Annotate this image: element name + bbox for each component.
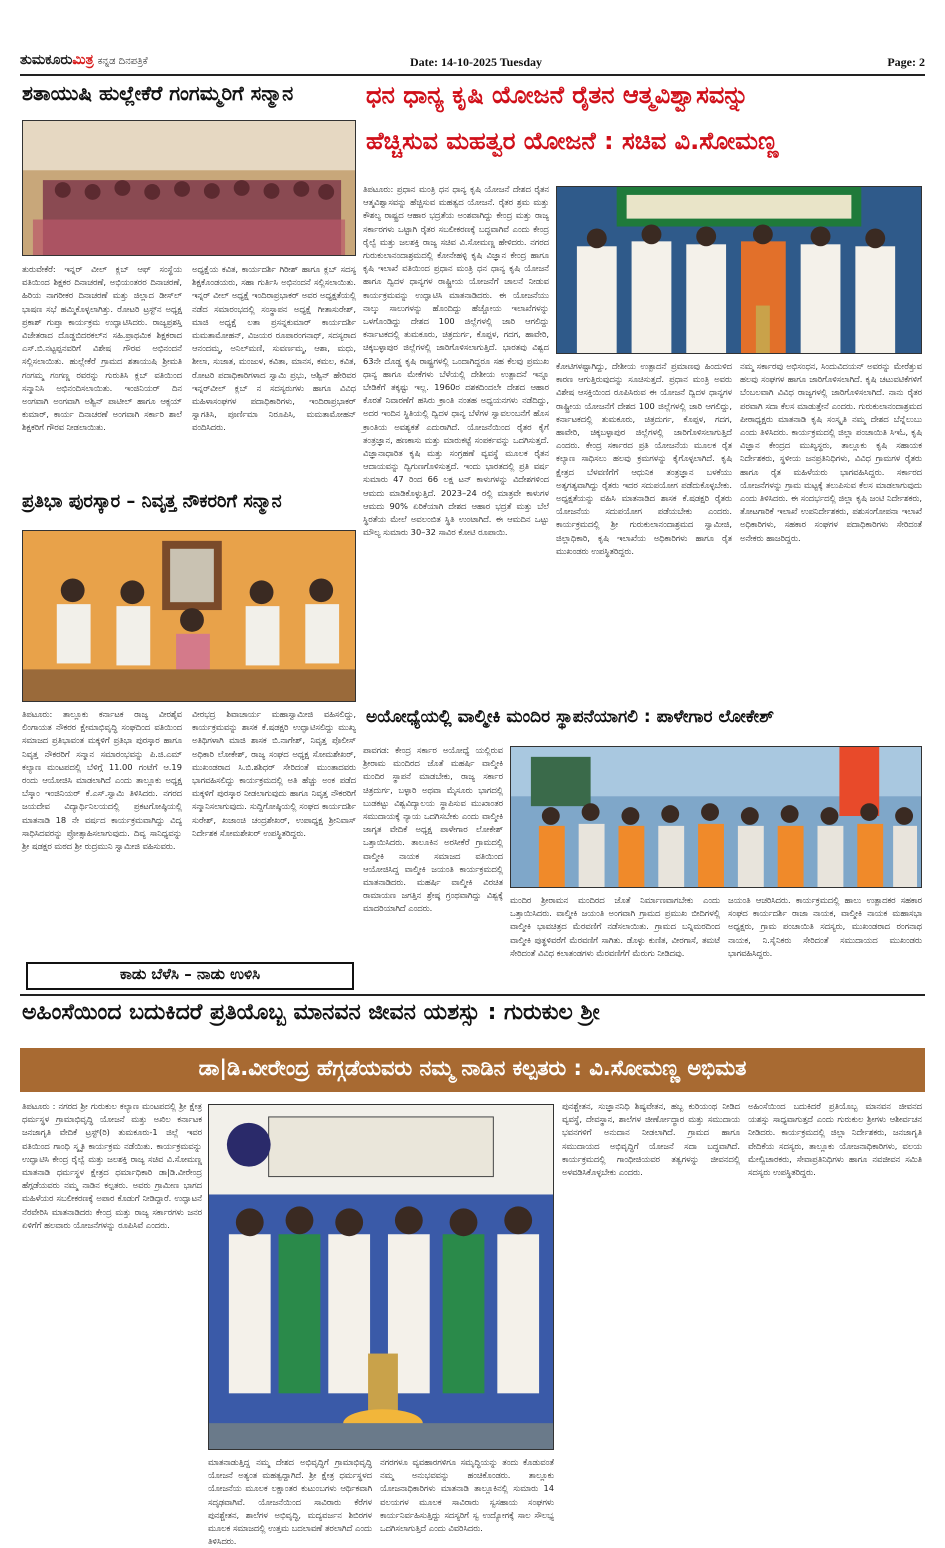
logo-subtitle: ಕನ್ನಡ ದಿನಪತ್ರಿಕೆ [97,56,148,67]
headline-dhana-line2: ಹೆಚ್ಚಿಸುವ ಮಹತ್ವರ ಯೋಜನೆ : ಸಚಿವ ವಿ.ಸೋಮಣ್ಣ [366,127,779,155]
banner-somanna: ಡಾ|ಡಿ.ವೀರೇಂದ್ರ ಹೆಗ್ಗಡೆಯವರು ನಮ್ಮ ನಾಡಿನ ಕಲ್ಪತರು : ವಿ.ಸೋಮಣ್ಣ ಅಭಿಮತ [20,1048,925,1092]
story-ahimse-col2: ಮಾತನಾಡುತ್ತಿದ್ದ ನಮ್ಮ ದೇಶದ ಅಭಿವೃದ್ಧಿಗೆ ಗ್ರಾಮಾಭಿವೃದ್ಧಿ ಯೋಜನೆ ಅತ್ಯಂತ ಮಹತ್ವದ್ದಾಗಿದೆ. ಶ್ರೀ ಕ್ಷೇತ್ರ ಧರ್ಮಸ್ಥಳದ ಯೋಜನೆಯ ಮೂಲಕ ಲಕ್ಷಾಂತರ ಕುಟುಂಬಗಳು ಆರ್ಥಿಕವಾಗಿ ಸದೃಢವಾಗಿವೆ. ಯೋಜನೆಯಿಂದ ಸಾವಿರಾರು ಕೆರೆಗಳ ಪುನಶ್ಚೇತನ, ಶಾಲೆಗಳ ಅಭಿವೃದ್ಧಿ, ಮದ್ಯವರ್ಜನ ಶಿಬಿರಗಳ ಮೂಲಕ ಸಮಾಜದಲ್ಲಿ ಉತ್ತಮ ಬದಲಾವಣೆ ತರಲಾಗಿದೆ ಎಂದು ತಿಳಿಸಿದರು. [208,1457,372,1547]
masthead [20,52,925,74]
headline-pratibha: ಪ್ರತಿಭಾ ಪುರಸ್ಕಾರ – ನಿವೃತ್ತ ನೌಕರರಿಗೆ ಸನ್ಮಾನ [22,491,282,512]
story-ayodhya-col2: ಮಂದಿರ ಶ್ರೀರಾಮನ ಮಂದಿರದ ಜೊತೆ ನಿರ್ಮಾಣವಾಗಬೇಕು ಎಂದು ಒತ್ತಾಯಿಸಿದರು. ವಾಲ್ಮೀಕಿ ಜಯಂತಿ ಅಂಗವಾಗಿ ಗ್ರಾಮದ ಪ್ರಮುಖ ಬೀದಿಗಳಲ್ಲಿ ವಾಲ್ಮೀಕಿ ಭಾವಚಿತ್ರದ ಮೆರವಣಿಗೆ ನಡೆಸಲಾಯಿತು. ಗ್ರಾಮದ ಬನ್ನಿಮರದಿಂದ ವಾಲ್ಮೀಕಿ ಪುತ್ಥಳಿವರೆಗೆ ಮೆರವಣಿಗೆ ಸಾಗಿತು. ಡೊಳ್ಳು ಕುಣಿತ, ವೀರಗಾಸೆ, ತಮಟೆ ಸೇರಿದಂತೆ ವಿವಿಧ ಕಲಾತಂಡಗಳು ಮೆರವಣಿಗೆಗೆ ಮೆರುಗು ನೀಡಿದವು. [510,895,720,958]
page-number: Page: 2 [887,55,925,69]
logo-accent: ಮಿತ್ರ [72,52,94,68]
logo-main: ತುಮಕೂರು [20,52,73,68]
story-ayodhya-col3: ಜಯಂತಿ ಆಚರಿಸಿದರು. ಕಾರ್ಯಕ್ರಮದಲ್ಲಿ ಹಾಲು ಉತ್ಪಾದಕರ ಸಹಕಾರ ಸಂಘದ ಕಾರ್ಯದರ್ಶಿ ರಾಜಾ ನಾಯಕ, ವಾಲ್ಮೀಕಿ ನಾಯಕ ಮಹಾಸಭಾ ಅಧ್ಯಕ್ಷರು, ಗ್ರಾಮ ಪಂಚಾಯಿತಿ ಸದಸ್ಯರು, ಮುಖಂಡರಾದ ರಂಗನಾಥ ನಾಯಕ, ನಿ.ಸೈನಿಕರು ಸೇರಿದಂತೆ ಸಮುದಾಯದ ಮುಖಂಡರು ಭಾಗವಹಿಸಿದ್ದರು. [728,895,922,958]
lamp-lighting-photo [556,186,922,354]
story-pratibha-col2: ವೀರಭದ್ರ ಶಿವಾಚಾರ್ಯ ಮಹಾಸ್ವಾಮೀಜಿ ವಹಿಸಲಿದ್ದು, ಕಾರ್ಯಕ್ರಮವನ್ನು ಶಾಸಕ ಕೆ.ಷಡಕ್ಷರಿ ಉದ್ಘಾಟಿಸಲಿದ್ದು ಮುಖ್ಯ ಅತಿಥಿಗಳಾಗಿ ಮಾಜಿ ಶಾಸಕ ಬಿ.ನಾಗೇಶ್, ನಿವೃತ್ತ ಪೊಲೀಸ್ ಅಧಿಕಾರಿ ಲೋಕೇಶ್, ರಾಜ್ಯ ಸಂಘದ ಅಧ್ಯಕ್ಷ ಸೋಮಶೇಖರ್, ಮುಖಂಡರಾದ ಸಿ.ಬಿ.ಶಶಿಧರ್ ಸೇರಿದಂತೆ ಮುಂತಾದವರು ಭಾಗವಹಿಸಲಿದ್ದು ಕಾರ್ಯಕ್ರಮದಲ್ಲಿ ಅತಿ ಹೆಚ್ಚು ಅಂಕ ಪಡೆದ ಮಕ್ಕಳಿಗೆ ಪುರಸ್ಕಾರ ನೀಡಲಾಗುವುದು ಹಾಗೂ ನಿವೃತ್ತ ನೌಕರರಿಗೆ ಸನ್ಮಾನಿಸಲಾಗುವುದು. ಸುದ್ದಿಗೋಷ್ಠಿಯಲ್ಲಿ ಸಂಘದ ಕಾರ್ಯದರ್ಶಿ ಸುರೇಶ್, ಖಜಾಂಚಿ ಚಂದ್ರಶೇಖರ್, ಉಪಾಧ್ಯಕ್ಷ ಶ್ರೀನಿವಾಸ್ ನಿರ್ದೇಶಕ ಸೋಮಶೇಖರ್ ಉಪಸ್ಥಿತರಿದ್ದರು. [192,709,356,838]
story-ahimse-col4: ಪುನಶ್ಚೇತನ, ಸುಜ್ಞಾನನಿಧಿ ಶಿಷ್ಯವೇತನ, ಹಬ್ಬ ಕುರಿಯಂಥ ನೀಡಿದ ವ್ಯವಸ್ಥೆ, ದೇವಸ್ಥಾನ, ಶಾಲೆಗಳ ಜೀರ್ಣೋದ್ಧಾರ ಮತ್ತು ಸಮುದಾಯ ಭವನಗಳಿಗೆ ಅನುದಾನ ನೀಡಲಾಗಿದೆ. ಗ್ರಾಮದ ಹಾಗೂ ಸಮುದಾಯದ ಅಭಿವೃದ್ಧಿಗೆ ಯೋಜನೆ ಸದಾ ಬದ್ಧವಾಗಿದೆ. ಕಾರ್ಯಕ್ರಮದಲ್ಲಿ ಗಾಂಧೀಜಿಯವರ ತತ್ವಗಳನ್ನು ಜೀವನದಲ್ಲಿ ಅಳವಡಿಸಿಕೊಳ್ಳಬೇಕು ಎಂದರು. [562,1101,740,1178]
story-ayodhya-col1: ಪಾವಗಡ: ಕೇಂದ್ರ ಸರ್ಕಾರ ಅಯೋಧ್ಯೆ ಯಲ್ಲಿರುವ ಶ್ರೀರಾಮ ಮಂದಿರದ ಜೊತೆ ಮಹರ್ಷಿ ವಾಲ್ಮೀಕಿ ಮಂದಿರ ಸ್ಥಾಪನೆ ಮಾಡಬೇಕು, ರಾಜ್ಯ ಸರ್ಕಾರ ಚಿತ್ರದುರ್ಗ, ಬಳ್ಳಾರಿ ಅಥವಾ ಮೈಸೂರು ಭಾಗದಲ್ಲಿ ಬುಡಕಟ್ಟು ವಿಶ್ವವಿದ್ಯಾಲಯ ಸ್ಥಾಪಿಸುವ ಮುಖಾಂತರ ಸಮುದಾಯಕ್ಕೆ ನ್ಯಾಯ ಒದಗಿಸಬೇಕು ಎಂದು ವಾಲ್ಮೀಕಿ ಜಾಗೃತ ವೇದಿಕೆ ಅಧ್ಯಕ್ಷ ಪಾಳೇಗಾರ ಲೋಕೇಶ್ ಒತ್ತಾಯಿಸಿದರು. ತಾಲೂಕಿನ ಅರಸೀಕೆರೆ ಗ್ರಾಮದಲ್ಲಿ ವಾಲ್ಮೀಕಿ ನಾಯಕ ಸಮಾಜದ ವತಿಯಿಂದ ಆಯೋಜಿಸಿದ್ದ ವಾಲ್ಮೀಕಿ ಜಯಂತಿ ಕಾರ್ಯಕ್ರಮದಲ್ಲಿ ಮಾತನಾಡಿದರು. ಮಹರ್ಷಿ ವಾಲ್ಮೀಕಿ ವಿರಚಿತ ರಾಮಾಯಣ ಜಗತ್ತಿನ ಶ್ರೇಷ್ಠ ಗ್ರಂಥವಾಗಿದ್ದು ವಿಶ್ವಕ್ಕೆ ಮಾದರಿಯಾಗಿದೆ ಎಂದರು. [363,745,503,914]
masthead-rule [20,74,925,76]
story-centenarian-col1: ತುರುವೇಕೆರೆ: ಇನ್ನರ್ ವೀಲ್ ಕ್ಲಬ್ ಆಫ್ ಸಂಸ್ಥೆಯ ವತಿಯಿಂದ ಶಿಕ್ಷಕರ ದಿನಾಚರಣೆ, ಅಭಿಯಂತರರ ದಿನಾಚರಣೆ, ಹಿರಿಯ ನಾಗರೀಕರ ದಿನಾಚರಣೆ ಮತ್ತು ಜಿಲ್ಲಾದ ಡೀಸ್‌ಲ್ ಭಾಷಣ ಸಭೆ ಹಮ್ಮಿಕೊಳ್ಳಲಾಗಿತ್ತು. ರೋಟರಿ ಟ್ರಸ್ಟ್‌ನ ಅಧ್ಯಕ್ಷ ಪ್ರಕಾಶ್ ಗುಪ್ತಾ ಕಾರ್ಯಕ್ರಮ ಉದ್ಘಾಟಿಸಿದರು. ರಾಜ್ಯಪ್ರಶಸ್ತಿ ವಿಜೇತರಾದ ದೊಡ್ಡಬಿದರಕಲ್‌ನ ಸಹಿ.ಪ್ರಾಥಮಿಕ ಶಿಕ್ಷಕರಾದ ಎಸ್.ಬಿ.ನಟ್ಟಪ್ಪನವರಿಗೆ ವಿಶೇಷ ಗೌರವ ಅಭಿನಂದನೆ ಸಲ್ಲಿಸಲಾಯಿತು. ಹುಲ್ಲೇಕೆರೆ ಗ್ರಾಮದ ಶತಾಯುಷಿ ಶ್ರೀಮತಿ ಗಂಗಮ್ಮ ಗಂಗಣ್ಣ ರವರನ್ನು ಗುರುತಿಸಿ ಕ್ಲಬ್ ವತಿಯಿಂದ ಸನ್ಮಾನಿಸಿ ಅಭಿನಂದಿಸಲಾಯಿತು. ಇಂಜಿನಿಯರ್ ದಿನ ಅಂಗವಾಗಿ ಅಂಗವಾಗಿ ಅಶ್ವಿನ್ ಪಾಟೀಲ್ ಹಾಗೂ ಆಕ್ಸಯ್ ಕುಮಾರ್, ಕಾರ್ಯ ದಿನಾಚರಣೆ ಅಂಗವಾಗಿ ಸರ್ಕಾರಿ ಶಾಲೆ ಶಿಕ್ಷಕರಿಗೆ ಗೌರವ ನೀಡಲಾಯಿತು. [22,264,182,433]
story-ahimse-col3: ನಗರಗಳೂ ವ್ಯವಹಾರಗಳಿಗೂ ಸಮೃದ್ಧಿಯನ್ನು ತಂದು ಕೊಡುವಂತೆ ನಮ್ಮ ಅನುಭವವನ್ನು ಹಂಚಿಕೊಂಡರು. ತಾಲ್ಲೂಕು ಯೋಜನಾಧಿಕಾರಿಗಳು ಮಾತನಾಡಿ ತಾಲ್ಲೂಕಿನಲ್ಲಿ ಸುಮಾರು 14 ವಲಯಗಳ ಮೂಲಕ ಸಾವಿರಾರು ಸ್ವಸಹಾಯ ಸಂಘಗಳು ಕಾರ್ಯನಿರ್ವಹಿಸುತ್ತಿದ್ದು ಸದಸ್ಯರಿಗೆ ಸ್ವ ಉದ್ಯೋಗಕ್ಕೆ ಸಾಲ ಸೌಲಭ್ಯ ಒದಗಿಸಲಾಗುತ್ತಿದೆ ಎಂದು ವಿವರಿಸಿದರು. [380,1457,554,1534]
slogan-box: ಕಾಡು ಬೆಳೆಸಿ – ನಾಡು ಉಳಿಸಿ [26,962,354,990]
headline-centenarian: ಶತಾಯುಷಿ ಹುಲ್ಲೇಕೆರೆ ಗಂಗಮ್ಮರಿಗೆ ಸನ್ಮಾನ [22,81,294,105]
procession-crowd-photo [510,746,922,888]
ceremony-group-photo [22,120,356,256]
story-pratibha-col1: ತಿಪಟೂರು: ತಾಲ್ಲೂಕು ಕರ್ನಾಟಕ ರಾಜ್ಯ ವೀರಶೈವ ಲಿಂಗಾಯತ ನೌಕರರ ಕ್ಷೇಮಾಭಿವೃದ್ಧಿ ಸಂಘದಿಂದ ವತಿಯಿಂದ ಸಮಾಜದ ಪ್ರತಿಭಾವಂತ ಮಕ್ಕಳಿಗೆ ಪ್ರತಿಭಾ ಪುರಸ್ಕಾರ ಹಾಗೂ ನಿವೃತ್ತ ನೌಕರರಿಗೆ ಸನ್ಮಾನ ಸಮಾರಂಭವನ್ನು ಪಿ.ಜಿ.ಎಮ್ ಕಲ್ಯಾಣ ಮಂಟಪದಲ್ಲಿ ಬೆಳಿಗ್ಗೆ 11.00 ಗಂಟೆಗೆ ಆ.19 ರಂದು ಆಯೋಜಿಸಿ ಮಾಡಲಾಗಿದೆ ಎಂದು ತಾಲ್ಲೂಕು ಅಧ್ಯಕ್ಷ ಬೆಸ್ಕಾಂ ಇಂಜಿನಿಯರ್ ಕೆ.ಎಸ್.ಸ್ವಾಮಿ ತಿಳಿಸಿದರು. ನಗರದ ಜಯದೇವ ವಿದ್ಯಾರ್ಥಿನಿಲಯದಲ್ಲಿ ಪ್ರಕಟಗೋಷ್ಠಿಯಲ್ಲಿ ಮಾತನಾಡಿ 18 ನೇ ವರ್ಷದ ಕಾರ್ಯಕ್ರಮವಾಗಿದ್ದು ವಿದ್ಯ ಸಾಧಿಸಿದವರನ್ನು ಪ್ರೋತ್ಸಾಹಿಸಲಾಗುವುದು. ದಿವ್ಯ ಸಾನಿಧ್ಯವನ್ನು ಶ್ರೀ ಷಡಕ್ಷರ ಮಠದ ಶ್ರೀ ರುದ್ರಮುನಿ ಸ್ವಾಮೀಜಿ ವಹಿಸುವರು. [22,709,182,852]
stage-lamp-photo [208,1104,554,1450]
headline-ahimse: ಅಹಿಂಸೆಯಿಂದ ಬದುಕಿದರೆ ಪ್ರತಿಯೊಬ್ಬ ಮಾನವನ ಜೀವನ ಯಶಸ್ಸು : ಗುರುಕುಲ ಶ್ರೀ [22,1000,600,1025]
issue-date: Date: 14-10-2025 Tuesday [410,55,543,69]
headline-ayodhya: ಅಯೋಧ್ಯೆಯಲ್ಲಿ ವಾಲ್ಮೀಕಿ ಮಂದಿರ ಸ್ಥಾಪನೆಯಾಗಲಿ : ಪಾಳೇಗಾರ ಲೋಕೇಶ್ [366,707,774,727]
story-dhana-col1: ತಿಪಟೂರು: ಪ್ರಧಾನ ಮಂತ್ರಿ ಧನ ಧಾನ್ಯ ಕೃಷಿ ಯೋಜನೆ ದೇಶದ ರೈತನ ಆತ್ಮವಿಶ್ವಾಸವನ್ನು ಹೆಚ್ಚಿಸುವ ಮಹತ್ವದ ಯೋಜನೆ. ರೈತರ ಶ್ರಮ ಮತ್ತು ಕೌಶಲ್ಯ ರಾಷ್ಟ್ರದ ಆಹಾರ ಭದ್ರತೆಯ ಅಂಶವಾಗಿದ್ದು ಕೇಂದ್ರ ಮತ್ತು ರಾಜ್ಯ ಸರ್ಕಾರಗಳು ಒಟ್ಟಾಗಿ ರೈತರ ಸಬಲೀಕರಣಕ್ಕೆ ಬದ್ಧವಾಗಿವೆ ಎಂದು ಕೇಂದ್ರ ರೈಲ್ವೆ ಮತ್ತು ಜಲಶಕ್ತಿ ರಾಜ್ಯ ಸಚಿವ ವಿ.ಸೋಮಣ್ಣ ಹೇಳಿದರು. ನಗರದ ಗುರುಕುಲಾನಂದಾಶ್ರಮದಲ್ಲಿ ಕೋನೇಹಳ್ಳಿ ಕೃಷಿ ವಿಜ್ಞಾನ ಕೇಂದ್ರ ಹಾಗೂ ಕೃಷಿ ಇಲಾಖೆ ವತಿಯಿಂದ ಪ್ರಧಾನ ಮಂತ್ರಿ ಧನ ಧಾನ್ಯ ಕೃಷಿ ಯೋಜನೆ ಹಾಗೂ ದ್ವಿದಳ ಧಾನ್ಯಗಳ ರಾಷ್ಟ್ರೀಯ ಯೋಜನೆಗೆ ಚಾಲನೆ ನೀಡುವ ಕಾರ್ಯಕ್ರಮವನ್ನು ಉದ್ಘಾಟಿಸಿ ಮಾತನಾಡಿದರು. ಈ ಯೋಜನೆಯು ನಾಲ್ಕು ಸಾಲುಗಳನ್ನು ಹೊಂದಿದ್ದು ಹೆಚ್ಚೋಯ ಇಲಾಖೆಗಳನ್ನು ಒಳಗೊಂಡಿದ್ದು ದೇಶದ 100 ಜಿಲ್ಲೆಗಳಲ್ಲಿ ಜಾರಿ ಆಗಲಿದ್ದು ಕರ್ನಾಟಕದಲ್ಲಿ ತುಮಕೂರು, ಚಿತ್ರದುರ್ಗ, ಕೊಪ್ಪಳ, ಗದಗ, ಹಾವೇರಿ, ಚಿಕ್ಕಬಳ್ಳಾಪುರ ಜಿಲ್ಲೆಗಳಲ್ಲಿ ಜಾರಿಗೊಳಿಸಲಾಗುತ್ತಿದೆ. ಭಾರತವು ವಿಶ್ವದ 63ನೇ ದೊಡ್ಡ ಕೃಷಿ ರಾಷ್ಟ್ರಗಳಲ್ಲಿ ಒಂದಾಗಿದ್ದರೂ ಸಹ ಕೆಲವು ಪ್ರಮುಖ ಧಾನ್ಯ ಹಾಗೂ ಮೇಕೆಗಳು ಬೆಳೆಯಲ್ಲಿ ದೇಶೀಯ ಉತ್ಪಾದನೆ ಇನ್ನೂ ಬೇಡಿಕೆಗೆ ತಕ್ಕಷ್ಟು ಇಲ್ಲ. 1960ರ ದಶಕದಿಂದಲೇ ದೇಶದ ಆಹಾರ ಕೊರತೆ ನಿವಾರಣೆಗೆ ಹಸಿರು ಕ್ರಾಂತಿ ನಂತಹ ಅಧ್ಯಯನಗಳು ನಡೆದಿದ್ದು, ಅದರ ಇಂದಿನ ಸ್ಥಿತಿಯಲ್ಲಿ ದ್ವಿದಳ ಧಾನ್ಯ ಬೆಳೆಗಳ ಸ್ವಾವಲಂಬನೆಗೆ ಹೊಸ ಕ್ರಾಂತಿಯ ಅವಶ್ಯಕತೆ ಎದುರಾಗಿದೆ. ಯೋಜನೆಯಿಂದ ರೈತರ ಕೈಗೆ ತಂತ್ರಜ್ಞಾನ, ಹಣಕಾಸು ಮತ್ತು ಮಾರುಕಟ್ಟೆ ಸಂಪರ್ಕವನ್ನು ಒದಗಿಸುತ್ತದೆ. ವಿಜ್ಞಾನಾಧಾರಿತ ಕೃಷಿ ಮತ್ತು ಸಂಗ್ರಹಣೆ ವ್ಯವಸ್ಥೆ ಮೂಲಕ ರೈತನ ಆದಾಯವನ್ನು ದ್ವಿಗುಣಗೊಳಿಸುತ್ತದೆ. ಇಂದು ಭಾರತದಲ್ಲಿ ಪ್ರತಿ ವರ್ಷ ಸುಮಾರು 47 ರಿಂದ 66 ಲಕ್ಷ ಟನ್ ಕಾಳುಗಳನ್ನು ವಿದೇಶಗಳಿಂದ ಆಮದು ಮಾಡಿಕೊಳ್ಳುತ್ತಿದೆ. 2023–24 ರಲ್ಲಿ ಮಾತ್ರವೇ ಕಾಳುಗಳ ಆಮದು 90% ಏರಿಕೆಯಾಗಿ ದೇಶದ ಆಹಾರ ಭದ್ರತೆ ಮತ್ತು ಬೆಲೆ ಸ್ಥಿರತೆಯ ಮೇಲೆ ಅವಲಂಬಿತ ಸ್ಥಿತಿ ಉಂಟಾಗಿದೆ. ಈ ಆಮದಿನ ಒಟ್ಟು ಮೌಲ್ಯ ಸುಮಾರು 30–32 ಸಾವಿರ ಕೋಟಿ ರೂಪಾಯಿ. [363,184,549,538]
headline-dhana-line1: ಧನ ಧಾನ್ಯ ಕೃಷಿ ಯೋಜನೆ ರೈತನ ಆತ್ಮವಿಶ್ವಾಸವನ್ನು [366,81,749,109]
story-dhana-col3: ನಮ್ಮ ಸರ್ಕಾರವು ಅಭಿಸಂಧನ, ಸಿಂದುವಿದಯನ್ ಅವರನ್ನು ಮೇರೆತ್ತುವ ಹಲವು ಸಂಘಗಳ ಹಾಗೂ ಜಾರಿಗೊಳಿಸಲಾಗಿದೆ. ಕೃಷಿ ಚಟುವಟಿಕೆಗಳಿಗೆ ಬೆಂಬಲವಾಗಿ ವಿವಿಧ ರಾಜ್ಯಗಳಲ್ಲಿ ಜಾರಿಗೊಳಿಸಲಾಗಿದೆ. ನಾನು ರೈತರ ಪರವಾಗಿ ಸದಾ ಕೆಲಸ ಮಾಡುತ್ತೇನೆ ಎಂದರು. ಗುರುಕುಲಾನಂದಾಶ್ರಮದ ಪೀಠಾಧ್ಯಕ್ಷರು ಮಾತನಾಡಿ ಕೃಷಿ ಸಂಸ್ಕೃತಿ ನಮ್ಮ ದೇಶದ ಬೆನ್ನೆಲುಬು ಎಂದು ತಿಳಿಸಿದರು. ಕಾರ್ಯಕ್ರಮದಲ್ಲಿ ಜಿಲ್ಲಾ ಪಂಚಾಯಿತಿ ಸಿಇಓ, ಕೃಷಿ ವಿಜ್ಞಾನ ಕೇಂದ್ರದ ಮುಖ್ಯಸ್ಥರು, ತಾಲ್ಲೂಕು ಕೃಷಿ ಸಹಾಯಕ ನಿರ್ದೇಶಕರು, ಸ್ಥಳೀಯ ಜನಪ್ರತಿನಿಧಿಗಳು, ವಿವಿಧ ಗ್ರಾಮಗಳ ರೈತರು ಹಾಗೂ ರೈತ ಮಹಿಳೆಯರು ಭಾಗವಹಿಸಿದ್ದರು. ಸರ್ಕಾರದ ಯೋಜನೆಗಳನ್ನು ಗ್ರಾಮ ಮಟ್ಟಕ್ಕೆ ತಲುಪಿಸುವ ಕೆಲಸ ಮಾಡಲಾಗುವುದು ಎಂದು ತಿಳಿಸಿದರು. ಈ ಸಂದರ್ಭದಲ್ಲಿ ಜಿಲ್ಲಾ ಕೃಷಿ ಜಂಟಿ ನಿರ್ದೇಶಕರು, ತೋಟಗಾರಿಕೆ ಇಲಾಖೆ ಉಪನಿರ್ದೇಶಕರು, ಪಶುಸಂಗೋಪನಾ ಇಲಾಖೆ ಅಧಿಕಾರಿಗಳು, ಸಹಕಾರ ಸಂಘಗಳ ಪದಾಧಿಕಾರಿಗಳು ಸೇರಿದಂತೆ ಅನೇಕರು ಹಾಜರಿದ್ದರು. [740,361,922,543]
section-rule [20,994,925,996]
seated-men-photo [22,530,356,702]
story-centenarian-col2: ಅಧ್ಯಕ್ಷೆಯ ಕವಿತ, ಕಾರ್ಯದರ್ಶಿ ಗಿರೀಶ್ ಹಾಗೂ ಕ್ಲಬ್ ಸದಸ್ಯ ಶಿಕ್ಷಕೊಂಡಯರು, ಸಹಾ ಗುರ್ತಿಸಿ ಅಭಿನಂದನೆ ಸಲ್ಲಿಸಲಾಯಿತು. ಇನ್ನರ್ ವೀಲ್ ಅಧ್ಯಕ್ಷೆ ಇಂದಿರಾಪ್ರಭಾಕರ್ ಅವರ ಅಧ್ಯಕ್ಷತೆಯಲ್ಲಿ ನಡೆದ ಸಮಾರಂಭದಲ್ಲಿ ಸಂಸ್ಥಾಪನ ಅಧ್ಯಕ್ಷೆ ಗೀತಾಸುರೇಶ್, ಮಾಜಿ ಅಧ್ಯಕ್ಷೆ ಲತಾ ಪ್ರಸನ್ನಕುಮಾರ್ ಕಾರ್ಯದರ್ಶಿ ಮಮತಾಮೋಹನ್, ವಿಜಯರ ರೂಪಾರಂಗನಾಥ್, ಸದಸ್ಯರಾದ ಆನಂದಮ್ಮ, ಅನಿಲ್‌ಮಣಿ, ಸುವರ್ಣಮ್ಮ, ಆಶಾ, ಮಧು, ಶೀಲಾ, ಸುಜಾತ, ಮಂಜುಳ, ಕವಿತಾ, ಮಾನಸ, ಕಮಲ, ಕವಿತ, ರೋಟರಿ ಪದಾಧಿಕಾರಿಗಳಾದ ಸ್ವಾಮಿ ಪ್ರಭು, ಆಶ್ವಿನ್ ಹೇರಿವರ ಇನ್ನರ್‌ವೀಲ್ ಕ್ಲಬ್ ನ ಸದಸ್ಯರುಗಳು ಹಾಗೂ ವಿವಿಧ ಮಹಿಳಾಸಂಘಗಳ ಪದಾಧಿಕಾರಿಗಳು, ಇಂದಿರಾಪ್ರಭಾಕರ್ ಸ್ವಾಗತಿಸಿ, ಪೂರ್ಣಿಮಾ ನಿರೂಪಿಸಿ, ಮಮತಾಮೋಹನ್ ವಂದಿಸಿದರು. [192,264,356,433]
story-ahimse-col5: ಅಹಿಂಸೆಯಿಂದ ಬದುಕಿದರೆ ಪ್ರತಿಯೊಬ್ಬ ಮಾನವನ ಜೀವನದ ಯಶಸ್ಸು ಸಾಧ್ಯವಾಗುತ್ತದೆ ಎಂದು ಗುರುಕುಲ ಶ್ರೀಗಳು ಆಶೀರ್ವಚನ ನೀಡಿದರು. ಕಾರ್ಯಕ್ರಮದಲ್ಲಿ ಜಿಲ್ಲಾ ನಿರ್ದೇಶಕರು, ಜನಜಾಗೃತಿ ವೇದಿಕೆಯ ಸದಸ್ಯರು, ತಾಲ್ಲೂಕು ಯೋಜನಾಧಿಕಾರಿಗಳು, ವಲಯ ಮೇಲ್ವಿಚಾರಕರು, ಸೇವಾಪ್ರತಿನಿಧಿಗಳು ಹಾಗೂ ನವಜೀವನ ಸಮಿತಿ ಸದಸ್ಯರು ಉಪಸ್ಥಿತರಿದ್ದರು. [748,1101,922,1178]
story-dhana-col2: ಕೋಟಿಗಳಷ್ಟಾಗಿದ್ದು, ದೇಶೀಯ ಉತ್ಪಾದನೆ ಪ್ರಮಾಣವು ಹಿಂದುಳಿದ ಕಾರಣ ಆಗುತ್ತಿರುವುದನ್ನು ಸೂಚಿಸುತ್ತದೆ. ಪ್ರಧಾನ ಮಂತ್ರಿ ಅವರು ವಿಶೇಷ ಆಸಕ್ತಿಯಿಂದ ರೂಪಿಸಿರುವ ಈ ಯೋಜನೆ ದ್ವಿದಳ ಧಾನ್ಯಗಳ ರಾಷ್ಟ್ರೀಯ ಯೋಜನೆಗೆ ದೇಶದ 100 ಜಿಲ್ಲೆಗಳಲ್ಲಿ ಜಾರಿ ಆಗಲಿದ್ದು, ಕರ್ನಾಟಕದಲ್ಲಿ ತುಮಕೂರು, ಚಿತ್ರದುರ್ಗ, ಕೊಪ್ಪಳ, ಗದಗ, ಹಾವೇರಿ, ಚಿಕ್ಕಬಳ್ಳಾಪುರ ಜಿಲ್ಲೆಗಳಲ್ಲಿ ಜಾರಿಗೊಳಿಸಲಾಗುತ್ತಿದೆ ಎಂದರು. ಕೇಂದ್ರ ಸರ್ಕಾರದ ಪ್ರತಿ ಯೋಜನೆಯ ಮೂಲಕ ರೈತ ಕಲ್ಯಾಣ ಸಾಧಿಸಲು ಹಲವು ಕ್ರಮಗಳನ್ನು ಕೈಗೊಳ್ಳಲಾಗಿದೆ. ಕೃಷಿ ಕ್ಷೇತ್ರದ ಬೆಳವಣಿಗೆಗೆ ಆಧುನಿಕ ತಂತ್ರಜ್ಞಾನ ಬಳಕೆಯು ಅತ್ಯಗತ್ಯವಾಗಿದ್ದು ರೈತರು ಇದರ ಸದುಪಯೋಗ ಪಡೆದುಕೊಳ್ಳಬೇಕು. ಅಧ್ಯಕ್ಷತೆಯನ್ನು ವಹಿಸಿ ಮಾತನಾಡಿದ ಶಾಸಕ ಕೆ.ಷಡಕ್ಷರಿ ರೈತರು ಯೋಜನೆಯ ಸದುಪಯೋಗ ಪಡೆಯಬೇಕು ಎಂದರು. ಕಾರ್ಯಕ್ರಮದಲ್ಲಿ ಶ್ರೀ ಗುರುಕುಲಾನಂದಾಶ್ರಮದ ಸ್ವಾಮೀಜಿ, ಜಿಲ್ಲಾಧಿಕಾರಿ, ಕೃಷಿ ಇಲಾಖೆಯ ಅಧಿಕಾರಿಗಳು ಹಾಗೂ ರೈತ ಮುಖಂಡರು ಉಪಸ್ಥಿತರಿದ್ದರು. [556,361,732,556]
story-ahimse-col1: ತಿಪಟೂರು : ನಗರದ ಶ್ರೀ ಗುರುಕುಲ ಕಲ್ಯಾಣ ಮಂಟಪದಲ್ಲಿ ಶ್ರೀ ಕ್ಷೇತ್ರ ಧರ್ಮಸ್ಥಳ ಗ್ರಾಮಾಭಿವೃದ್ಧಿ ಯೋಜನೆ ಮತ್ತು ಅಖಿಲ ಕರ್ನಾಟಕ ಜನಜಾಗೃತಿ ವೇದಿಕೆ ಟ್ರಸ್ಟ್(ರಿ) ತುಮಕೂರು-1 ಜಿಲ್ಲೆ ಇವರ ವತಿಯಿಂದ ಗಾಂಧಿ ಸ್ಮೃತಿ ಕಾರ್ಯಕ್ರಮ ನಡೆಯಿತು. ಕಾರ್ಯಕ್ರಮವನ್ನು ಉದ್ಘಾಟಿಸಿ ಕೇಂದ್ರ ರೈಲ್ವೆ ಮತ್ತು ಜಲಶಕ್ತಿ ರಾಜ್ಯ ಸಚಿವ ವಿ.ಸೋಮಣ್ಣ ಮಾತನಾಡಿ ಧರ್ಮಸ್ಥಳ ಕ್ಷೇತ್ರದ ಧರ್ಮಾಧಿಕಾರಿ ಡಾ|ಡಿ.ವೀರೇಂದ್ರ ಹೆಗ್ಗಡೆಯವರು ನಮ್ಮ ನಾಡಿನ ಕಲ್ಪತರು. ಅವರು ಗ್ರಾಮೀಣ ಭಾಗದ ಮಹಿಳೆಯರ ಸಬಲೀಕರಣಕ್ಕೆ ಅಪಾರ ಕೊಡುಗೆ ನೀಡಿದ್ದಾರೆ. ಉದ್ಘಾಟನೆ ನೆರವೇರಿಸಿ ಮಾತನಾಡಿದರು ಕೇಂದ್ರ ಮತ್ತು ರಾಜ್ಯ ಸರ್ಕಾರಗಳು ಜನರ ಏಳಿಗೆಗೆ ಹಲವಾರು ಯೋಜನೆಗಳನ್ನು ರೂಪಿಸಿವೆ ಎಂದರು. [22,1101,202,1230]
newspaper-logo [20,52,148,68]
